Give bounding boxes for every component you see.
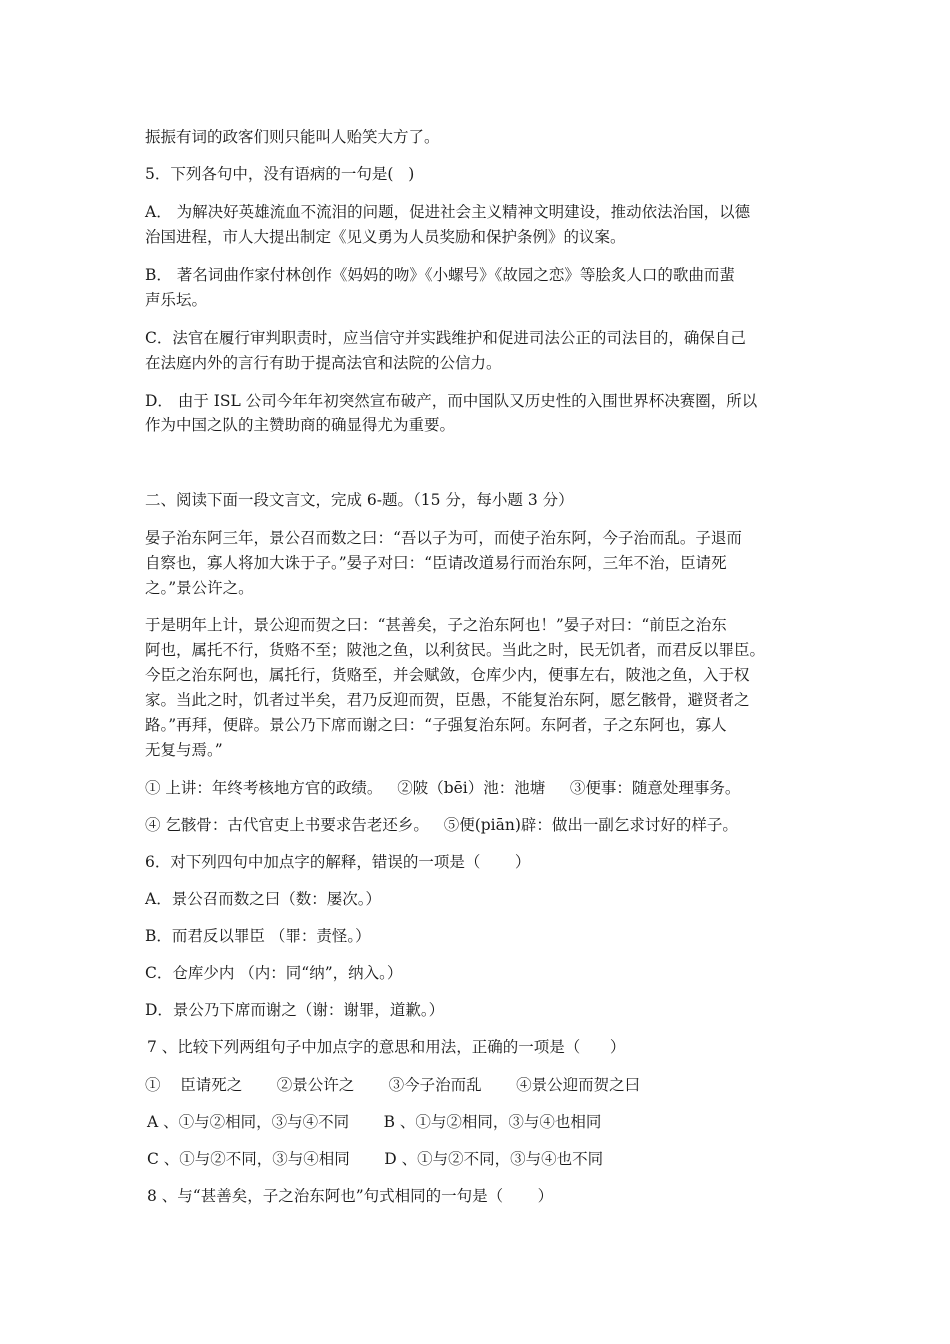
text-line: 振振有词的政客们则只能叫人贻笑大方了。: [145, 128, 440, 146]
question-7-sentences: ① 臣请死之 ②景公许之 ③今子治而乱 ④景公迎而贺之曰: [145, 1076, 641, 1094]
passage-line: 无复与焉。”: [145, 741, 223, 759]
option-c-line: C．法官在履行审判职责时，应当信守并实践维护和促进司法公正的司法目的，确保自己: [145, 329, 746, 347]
passage-line: 自察也，寡人将加大诛于子。”晏子对曰：“臣请改道易行而治东阿，三年不治，臣请死: [145, 554, 727, 572]
question-6-option-b: B．而君反以罪臣 （罪：责怪。）: [145, 927, 371, 945]
option-b-line: B． 著名词曲作家付林创作《妈妈的吻》《小螺号》《故园之恋》等脍炙人口的歌曲而蜚: [145, 266, 735, 284]
option-a-line: 治国进程，市人大提出制定《见义勇为人员奖励和保护条例》的议案。: [145, 228, 626, 246]
passage-line: 于是明年上计，景公迎而贺之曰：“甚善矣，子之治东阿也！”晏子对曰：“前臣之治东: [145, 616, 727, 634]
passage-line: 之。”景公许之。: [145, 579, 254, 597]
question-7-options-cd: C 、①与②不同，③与④相同 D 、①与②不同，③与④也不同: [147, 1150, 604, 1168]
annotation-line: ① 上讲：年终考核地方官的政绩。 ②陂（bēi）池：池塘 ③便事：随意处理事务。: [145, 779, 741, 797]
passage-line: 今臣之治东阿也，属托行，货赂至，并会赋敛，仓库少内，便事左右，陂池之鱼，入于权: [145, 666, 750, 684]
question-7-stem: 7 、比较下列两组句子中加点字的意思和用法，正确的一项是（ ）: [147, 1038, 626, 1056]
option-b-line: 声乐坛。: [145, 291, 208, 309]
option-c-line: 在法庭内外的言行有助于提高法官和法院的公信力。: [145, 354, 502, 372]
question-5-stem: 5．下列各句中，没有语病的一句是( ): [145, 165, 415, 183]
section-two-heading: 二、阅读下面一段文言文，完成 6-题。（15 分，每小题 3 分）: [145, 491, 574, 509]
option-d-line: 作为中国之队的主赞助商的确显得尤为重要。: [145, 416, 456, 434]
question-6-option-d: D．景公乃下席而谢之（谢：谢罪，道歉。）: [145, 1001, 445, 1019]
question-6-option-c: C．仓库少内 （内：同“纳”，纳入。）: [145, 964, 403, 982]
passage-line: 路。”再拜，便辟。景公乃下席而谢之曰：“子强复治东阿。东阿者，子之东阿也，寡人: [145, 716, 727, 734]
option-a-line: A． 为解决好英雄流血不流泪的问题，促进社会主义精神文明建设，推动依法治国，以德: [145, 203, 751, 221]
passage-line: 晏子治东阿三年，景公召而数之曰：“吾以子为可，而使子治东阿，今子治而乱。子退而: [145, 529, 742, 547]
question-7-options-ab: A 、①与②相同，③与④不同 B 、①与②相同，③与④也相同: [147, 1113, 602, 1131]
option-d-line: D． 由于 ISL 公司今年年初突然宣布破产，而中国队又历史性的入围世界杯决赛圈，所以: [145, 392, 758, 410]
question-6-stem: 6．对下列四句中加点字的解释，错误的一项是（ ）: [145, 853, 531, 871]
passage-line: 阿也，属托不行，货赂不至；陂池之鱼，以利贫民。当此之时，民无饥者，而君反以罪臣。: [145, 641, 766, 659]
question-6-option-a: A．景公召而数之曰（数：屡次。）: [145, 890, 381, 908]
question-8-stem: 8 、与“甚善矣，子之治东阿也”句式相同的一句是（ ）: [147, 1187, 554, 1205]
annotation-line: ④ 乞骸骨：古代官吏上书要求告老还乡。 ⑤便(piān)辟：做出一副乞求讨好的样子。: [145, 816, 738, 834]
passage-line: 家。当此之时，饥者过半矣，君乃反迎而贺，臣愚，不能复治东阿，愿乞骸骨，避贤者之: [145, 691, 750, 709]
